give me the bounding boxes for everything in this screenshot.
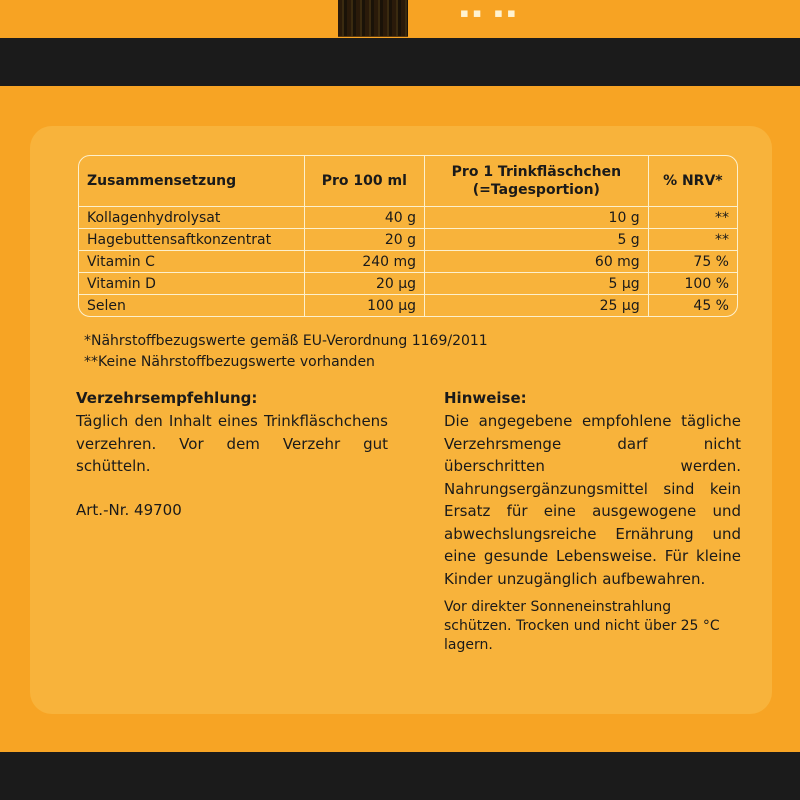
ingredient-name: Kollagenhydrolysat: [79, 207, 305, 229]
top-marks: ▪▪ ▪▪: [460, 6, 520, 21]
top-black-band: [0, 38, 800, 86]
value-per-bottle: 10 g: [425, 207, 649, 229]
brand-logo-strip: [338, 0, 408, 37]
value-per-100ml: 20 µg: [305, 273, 425, 295]
bottom-black-band: [0, 752, 800, 800]
header-composition: Zusammensetzung: [79, 156, 305, 207]
header-per-bottle-line2: (=Tagesportion): [472, 182, 600, 198]
table-row: [79, 251, 737, 273]
table-row: [79, 229, 737, 251]
ingredient-name: Vitamin C: [79, 251, 305, 273]
value-nrv: 45 %: [693, 297, 729, 314]
footnote-no-nrv: **Keine Nährstoffbezugswerte vorhanden: [84, 354, 375, 370]
ingredient-name: Vitamin D: [79, 273, 305, 295]
value-per-100ml: 100 µg: [305, 295, 425, 316]
footnote-nrv: *Nährstoffbezugswerte gemäß EU-Verordnung 1169/2011: [84, 333, 488, 349]
notes-title: Hinweise:: [444, 389, 527, 407]
header-per-bottle: [425, 156, 649, 207]
value-nrv: 75 %: [649, 251, 737, 273]
table-row: [79, 207, 737, 229]
ingredient-name: Selen: [79, 295, 305, 316]
table-header-row: [79, 156, 737, 207]
value-nrv: 100 %: [649, 273, 737, 295]
value-per-bottle: 25 µg: [425, 295, 649, 316]
table-row: [79, 295, 737, 316]
value-per-100ml: 240 mg: [305, 251, 425, 273]
ingredient-name: Hagebuttensaftkonzentrat: [79, 229, 305, 251]
value-per-bottle: 5 µg: [425, 273, 649, 295]
recommendation-text: Täglich den Inhalt eines Trinkfläschchens verzehren. Vor dem Verzehr gut schütteln.: [76, 412, 388, 475]
value-per-bottle: 60 mg: [425, 251, 649, 273]
table-row: [79, 273, 737, 295]
storage-text: Vor direkter Sonneneinstrahlung schützen. Trocken und nicht über 25 °C lagern.: [444, 599, 720, 653]
value-per-100ml: 40 g: [305, 207, 425, 229]
value-nrv: **: [649, 207, 737, 229]
header-per-bottle-line1: Pro 1 Trinkfläschchen: [451, 164, 622, 180]
notes-text: Die angegebene empfohlene tägliche Verzehrsmenge darf nicht überschritten werden. Nahrungsergänzungsmittel sind kein Ersatz für eine ausgewogene und abwechslungsreiche Ernährung und eine gesunde Lebensweise. Für kleine Kinder unzugänglich aufbewahren.: [444, 412, 741, 588]
value-per-100ml: 20 g: [305, 229, 425, 251]
article-number: Art.-Nr. 49700: [76, 501, 182, 519]
nutrition-table: [78, 155, 738, 317]
header-nrv: % NRV*: [649, 156, 737, 207]
header-per-100ml: Pro 100 ml: [305, 156, 425, 207]
recommendation-title: Verzehrsempfehlung:: [76, 389, 258, 407]
value-per-bottle: 5 g: [425, 229, 649, 251]
value-nrv: **: [649, 229, 737, 251]
